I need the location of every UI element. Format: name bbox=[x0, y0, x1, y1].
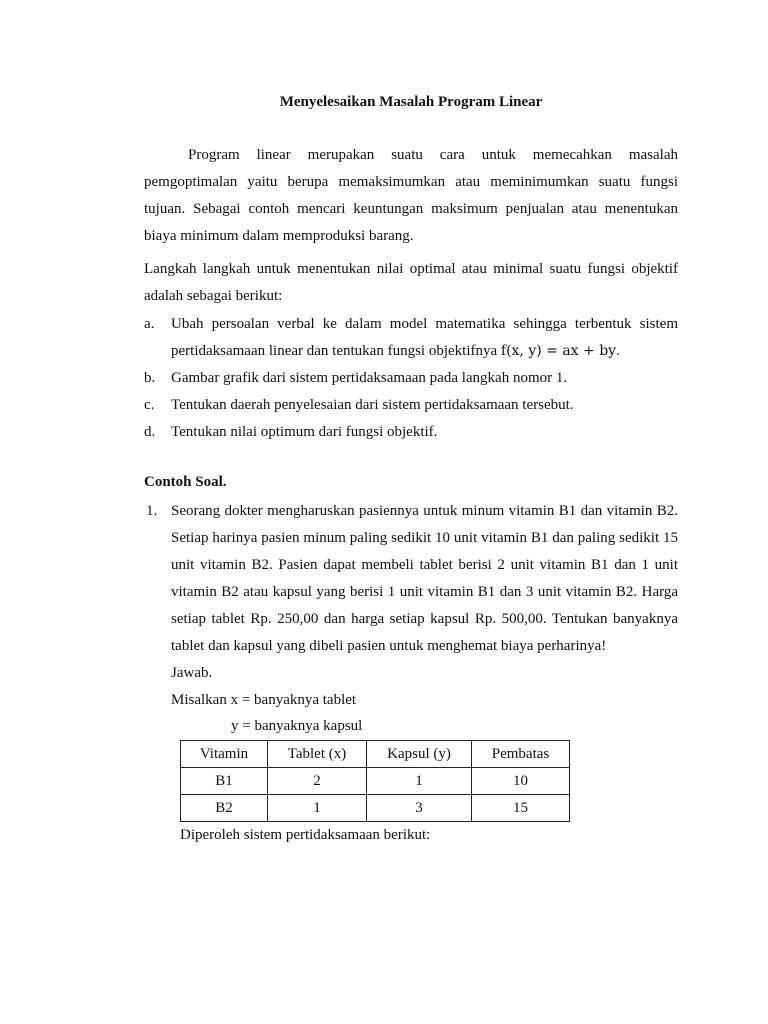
let-x-line: Misalkan x = banyaknya tablet bbox=[171, 692, 357, 708]
step-text: Tentukan nilai optimum dari fungsi objektif. bbox=[171, 424, 438, 440]
answer-label: Jawab. bbox=[171, 665, 213, 681]
step-text: Ubah persoalan verbal ke dalam model matematika sehingga terbentuk sistem pertidaksamaan linear dan tentukan fungsi objektifnya f(x, y) = ax + by. bbox=[171, 316, 678, 359]
table-row bbox=[181, 768, 570, 795]
example-heading: Contoh Soal. bbox=[144, 474, 227, 490]
step-marker: a. bbox=[144, 316, 155, 332]
step-marker: c. bbox=[144, 397, 155, 413]
table-cell: 15 bbox=[472, 795, 570, 822]
question-text: Seorang dokter mengharuskan pasiennya untuk minum vitamin B1 dan vitamin B2. Setiap harinya pasien minum paling sedikit 10 unit vitamin B1 dan paling sedikit 15 unit vitamin B2. Pasien dapat membeli tablet berisi 2 unit vitamin B1 dan 1 unit vitamin B2 atau kapsul yang berisi 1 unit vitamin B1 dan 3 unit vitamin B2. Harga setiap tablet Rp. 250,00 dan harga setiap kapsul Rp. 500,00. Tentukan banyaknya tablet dan kapsul yang dibeli pasien untuk menghemat biaya perharinya! bbox=[171, 503, 678, 654]
table-cell: 1 bbox=[367, 768, 472, 795]
step-marker: d. bbox=[144, 424, 156, 440]
let-y-line: y = banyaknya kapsul bbox=[231, 718, 363, 734]
table-cell: B1 bbox=[181, 768, 268, 795]
step-text: Tentukan daerah penyelesaian dari sistem pertidaksamaan tersebut. bbox=[171, 397, 574, 413]
document-page bbox=[144, 0, 678, 1024]
table-cell: 10 bbox=[472, 768, 570, 795]
after-table-text: Diperoleh sistem pertidaksamaan berikut: bbox=[180, 827, 431, 843]
objective-formula: f(x, y) = ax + by bbox=[500, 343, 617, 359]
document-title: Menyelesaikan Masalah Program Linear bbox=[279, 94, 543, 110]
table-header-cell: Vitamin bbox=[181, 741, 268, 768]
table-row bbox=[181, 795, 570, 822]
table-header-cell: Kapsul (y) bbox=[367, 741, 472, 768]
table-header-row bbox=[181, 741, 570, 768]
step-text: Gambar grafik dari sistem pertidaksamaan pada langkah nomor 1. bbox=[171, 370, 568, 386]
table-header-cell: Pembatas bbox=[472, 741, 570, 768]
vitamin-table bbox=[180, 740, 570, 822]
table-cell: 3 bbox=[367, 795, 472, 822]
table-header-cell: Tablet (x) bbox=[268, 741, 367, 768]
table-cell: 1 bbox=[268, 795, 367, 822]
intro-paragraph: Program linear merupakan suatu cara untuk memecahkan masalah pemgoptimalan yaitu berupa memaksimumkan atau meminimumkan suatu fungsi tujuan. Sebagai contoh mencari keuntungan maksimum penjualan atau menentukan biaya minimum dalam memproduksi barang. bbox=[144, 147, 678, 244]
table-cell: B2 bbox=[181, 795, 268, 822]
table-cell: 2 bbox=[268, 768, 367, 795]
question-marker: 1. bbox=[146, 503, 158, 519]
steps-intro-paragraph: Langkah langkah untuk menentukan nilai optimal atau minimal suatu fungsi objektif adalah sebagai berikut: bbox=[144, 261, 678, 304]
step-marker: b. bbox=[144, 370, 156, 386]
